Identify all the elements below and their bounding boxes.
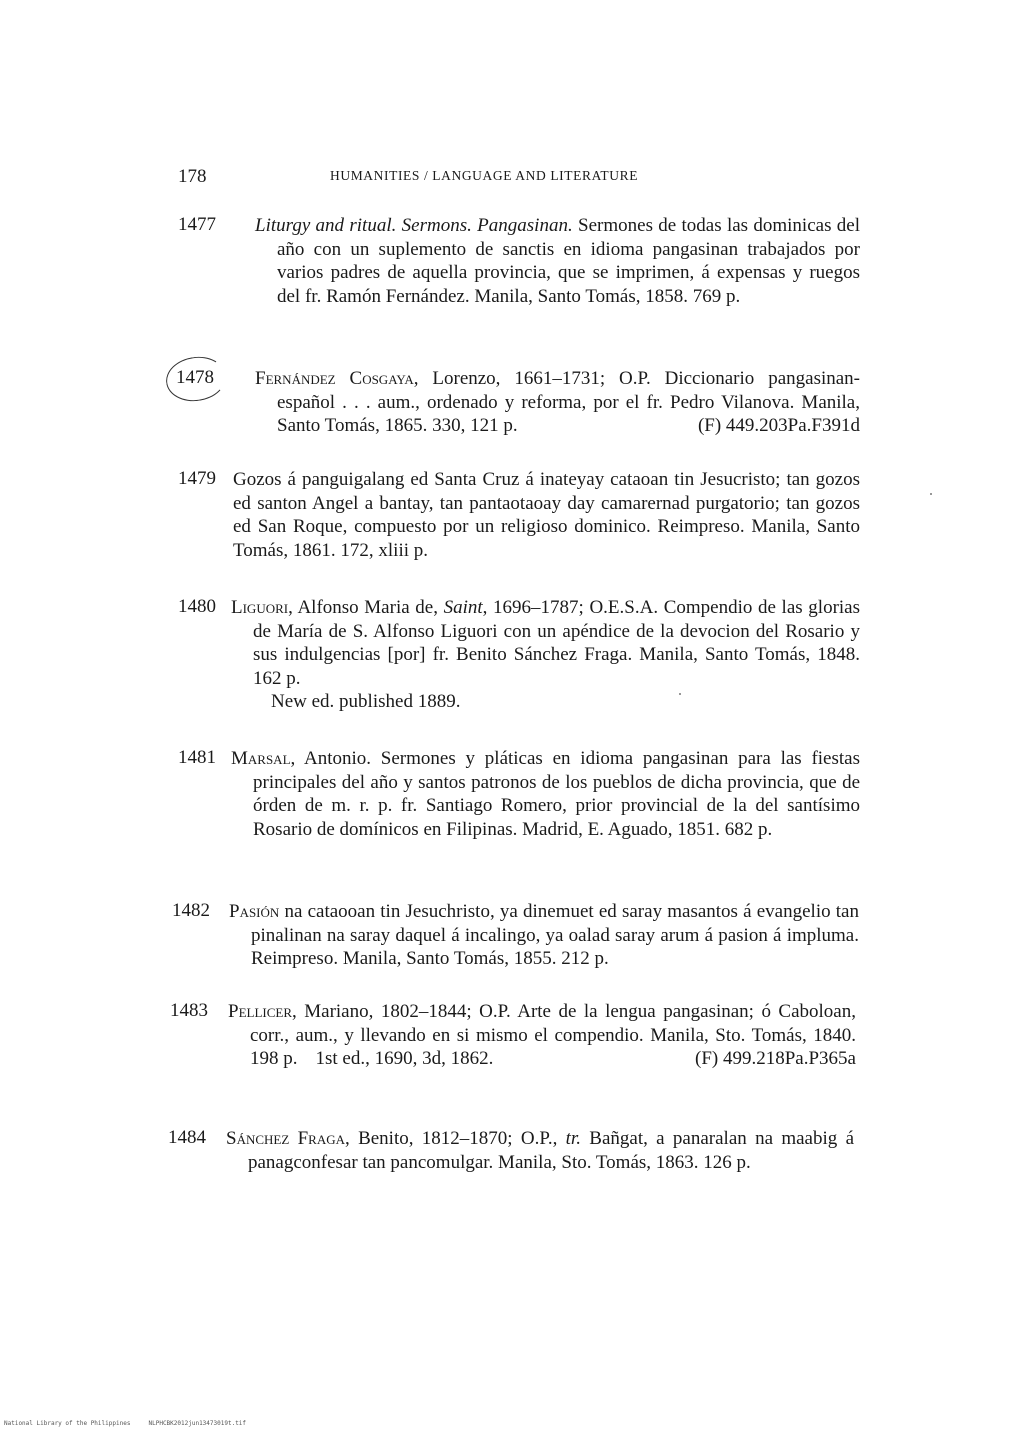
entry-text: , Antonio. Sermones y pláticas en idioma pangasinan para las fiestas principales del año y santos patronos de los pueblos de dicha provincia, que de órden de m. r. p. fr. Santiago Romero, prior provincial de la del santísimo Rosario de domínicos en Filipinas. Madrid, E. Aguado, 1851. 682 p. [253,748,860,840]
entry-text: Gozos á panguigalang ed Santa Cruz á inateyay cataoan tin Jesucristo; tan gozos ed santon Angel a bantay, tan pantaotaoay day camarernad purgatorio; tan gozos ed San Roque, compuesto por un religioso dominico. Reimpreso. Manila, Santo Tomás, 1861. 172, xliii p. [233,469,860,561]
entry-number: 1478 [176,367,214,388]
entry-italic: Saint [443,597,483,618]
entry-text-continued: , 1696–1787; O.E.S.A. Compendio de las glorias de María de S. Alfonso Liguori con un apéndice de la devocion del Rosario y sus indulgencias [por] fr. Benito Sánchez Fraga. Manila, Santo Tomás, 1848. 162 p. [253,597,860,689]
entry-text: , Alfonso Maria de, [288,597,444,618]
entry-body [231,596,860,714]
entry-text-continued: Bañgat, a panaralan na maabig á panagconfesar tan pancomulgar. Manila, Sto. Tomás, 1863. 126 p. [248,1128,855,1173]
entry-author: Marsal [231,748,291,769]
entry-author: Pellicer [228,1001,293,1022]
entry-body [226,1127,854,1174]
scan-speck [930,493,932,495]
entry-lead: Liturgy and ritual. Sermons. Pangasinan. [255,215,573,236]
entry-number: 1480 [178,596,216,617]
call-number: (F) 499.218Pa.P365a [695,1048,856,1070]
entry-note: New ed. published 1889. [271,691,461,713]
entry-body [231,747,860,841]
page-header [178,166,878,190]
entry-text: Sermones de todas las dominicas del año con un suplemento de sanctis en idioma pangasinan trabajados por varios padres de aquella provincia, que se imprimen, á expensas y ruegos del fr. Ramón Fernández. Manila, Santo Tomás, 1858. 769 p. [277,215,860,307]
entry-number: 1483 [170,1000,208,1021]
call-number: (F) 449.203Pa.F391d [697,415,860,437]
page-number: 178 [178,166,207,187]
entry-number: 1482 [172,900,210,921]
entry-author: Sánchez Fraga [226,1128,346,1149]
scan-speck [679,693,681,695]
entry-author: Pasión [229,901,280,922]
entry-body [255,367,860,438]
entry-note: 1st ed., 1690, 3d, 1862. [315,1048,494,1070]
entry-number: 1481 [178,747,216,768]
entry-body [255,214,860,308]
entry-text: , Mariano, 1802–1844; O.P. Arte de la lengua pangasinan; ó Caboloan, corr., aum., y llevando en si mismo el compendio. Manila, Sto. Tomás, 1840. 198 p. [250,1001,856,1070]
entry-author: Liguori [231,597,289,618]
entry-number: 1479 [178,468,216,489]
entry-body [228,1000,856,1071]
entry-text: , Benito, 1812–1870; O.P., [345,1128,566,1149]
running-head: HUMANITIES / LANGUAGE AND LITERATURE [330,168,639,183]
entry-text: na cataooan tin Jesuchristo, ya dinemuet ed saray masantos á evangelio tan pinalinan na saray daquel á incalingo, ya oalad saray arum á pasion á impluma. Reimpreso. Manila, Santo Tomás, 1855. 212 p. [251,901,859,970]
entry-author: Fernández Cosgaya [255,368,414,389]
entry-number: 1477 [178,214,216,235]
entry-body [229,900,859,971]
entry-italic: tr. [565,1128,581,1149]
entry-text: , Lorenzo, 1661–1731; O.P. Diccionario pangasinan-español . . . aum., ordenado y reforma, por el fr. Pedro Vilanova. Manila, Santo Tomás, 1865. 330, 121 p. [277,368,860,437]
entry-number: 1484 [168,1127,206,1148]
scan-footer: National Library of the Philippines NLPHCBK2012jun13473019t.tif [4,1420,247,1427]
entry-body [233,468,860,562]
